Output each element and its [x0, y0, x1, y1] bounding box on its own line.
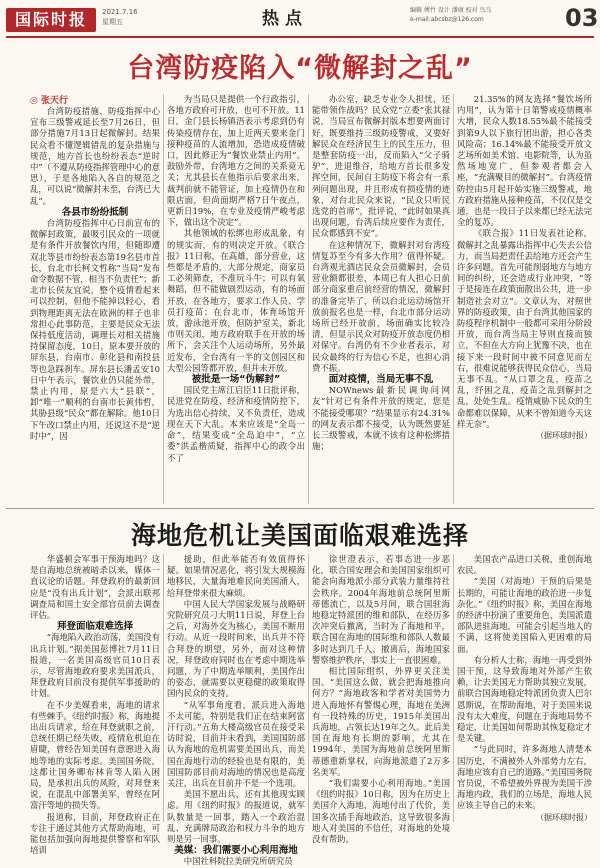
- column-divider: [308, 94, 309, 504]
- editor-line: 编辑 傅竹 设计 潘康 校对 鸟乌: [410, 7, 492, 14]
- column-divider: [308, 554, 309, 822]
- masthead-logo: 国际时报: [6, 8, 96, 32]
- article1-subhead-3: 面对疫情，当局无事不乱: [328, 374, 434, 386]
- paragraph: “我们需要小心利用海地。”美国《纽约时报》10日称，因为在历史上美国介入海地，海地付出了代价，美国多次插手海地政治，这导致很多海地人对美国的不信任，对海地的处境没有帮助。: [312, 778, 450, 845]
- article2-column-3: [312, 554, 450, 845]
- paragraph: 美国农产品进口关税，重创海地农民。: [457, 554, 592, 576]
- paragraph: 台湾防疫措施、防疫指挥中心宣布三级警戒延长至7月26日，但部分措施7月13日起微解封。结果民众看不懂逻辑错乱的复杂措施与规范，地方首长也纷纷表态“逆时中”（不遵从防疫指挥管理中心的意思），于是各地陷入各自的规范之乱，可以说“微解封未至，台湾已大乱”。: [30, 106, 160, 206]
- paragraph: 台湾防疫指挥中心日前宣布的微解封政策，最吸引民众的一项就是有条件开放餐饮内用，但随即遭双北等县市纷纷表态第19名县市首长，台北市长柯文哲称“当局”发布命令数据不管，相当不负责任”；新北市长侯友宜说，整个疫情看起来可以控制，但他不能掉以轻心，看到物理距离无法在欧洲的样子也非常担心此事防范，主要是民众无法保持低度活动，调理长对相关措施持保留态度，10日，原本要开放的屏东县，台南市、彰化县和南投县等也急踩刹车。屏东县长潘孟安10日中午表示，餐饮业仍只能外带，禁止内用，原是六大“县联”，卸“唯一”顺利的台南市长黄伟哲，其胁县级“民众”都在解除。他10日下午改口禁止内用，还说这不是“逆时中”，因: [30, 218, 160, 441]
- article-separator: [6, 508, 594, 509]
- paragraph: “从军事角度看，派兵进入海地不太可能，特别是我们正在结束阿富汗行动。”五角大楼高级官员在接受采访时说，目前并未看到，美国国防部认为海地的危机需要美国出兵，而美国在海地行动的经验也是有限的，美国国防部目前对海地的情况也是高度关注，出兵在目前并不是一个选项。: [167, 699, 305, 789]
- paragraph: 21.35%的网友选择“餐饮场所内用”，认为第十日第警戒疫情概率大增，民众人数18.55%最不能接受到第9人以下旅行团出游，担心各类风险高；16.14%最不能接受开放文艺场所如美术馆、电影院等，认为虽然场地宽广，但参观者都会入座，“充满聚目的微解封”。台湾疫情防控由5月起开始实施三级警戒，地方政府措施从接种疫苗，不仅仅是交通，也是一段日子以来都已经无法完全的复苏。: [457, 94, 592, 228]
- editor-email: e-mail:abcsbz@126.com: [410, 16, 484, 23]
- issue-date: 2021.7.16: [102, 8, 138, 16]
- paragraph: NOWnews最新民调询问网友“针对已有条件开放的规定，您是不能接受哪项？”结果显示有24.31%的网友表示都不接受，认为既然要延长三级警戒，本就不该有这种松绑措施；: [312, 385, 450, 452]
- paragraph: 有分析人士称，海地一再受到外国干预，这导致海地对外部产生依赖，让去美国无力帮助其独立发展，前联合国海地稳定特派团负责人巴尔恩斯说，在帮助海地，对于美国来说没有太大难度，问题在于海地局势不稳定，让美国如何帮助其恢复稳定才是关键。: [457, 654, 592, 744]
- article1-column-4: [457, 94, 592, 504]
- paragraph: “海地陷入政治动荡，美国没有出兵计划。”据美国彭博社7月11日报道，一名美国高级官员10日表示，尽管海地政府要求美国派兵，拜登政府目前没有提供军事援助的计划。: [30, 632, 160, 699]
- article1-subhead-2: 被批是一场“伪解封”: [191, 374, 281, 386]
- paragraph: 《联合报》11日发表社论称，微解封之乱暴露出指挥中心失去公信力，而当局把责任丢给地方还会产生许多问题。首先可能削弱地方与地方间的纠纷，还会造成行业冲突，“等于是接连在政策面散出公共，进一步制造社会对立”。文章认为，对照世界的防疫政策，由于台湾其他国家的防疫程序机制中一般都可采用分阶段开放，而台湾当局主导则直接而独立，不但在大方向上犹豫不决，也在接下来一段时间中被不同意见而左右，很难说能够获得民众信心，当局无事不乱。“从口罩之乱，疫苗之乱，纾困之乱，疫苗之乱到解封之乱，处处生乱。疫情威胁下民众的生命都难以保障，从来不曾知道今天这样无奈”。: [457, 228, 592, 429]
- article1-source: （据环球时报）: [536, 431, 592, 441]
- issue-weekday: 星期五: [102, 18, 123, 26]
- article2-column-4: [457, 554, 592, 822]
- masthead-rule: [6, 36, 594, 38]
- article2-column-2: [167, 554, 305, 867]
- paragraph: 办公室，缺乏专业令人担忧，还能带领作战吗？民众党“立委”张其禄说，当局宣布微解封版本想要两面讨好，既要维持三级防疫警戒，又要好解民众在经济民生上的民生压力，但是整套防疫一出，反而陷入“父子骑驴”，进退维谷，给地方首长很多发挥空间，民间自主防疫下将会有一系列问题出现，并且形成有损疫情的迹象，对台北民众来说，“民众只听民选党的首席”，批评说，“此时如果真出现问题，台湾后续应要作为责任，民众都感到不安”。: [312, 94, 450, 239]
- paragraph: 在不少美媒看来，海地的请求有些棘手。《纽约时报》称，海地提出出兵请求，给在拜登就职之前，总统任期已经失败，疫情危机迫在眉睫，曾经告知美国有意愿进入海地等地的实际考虑。美国国务院，这都让国务卿布林肯等人陷入困局，是承担出兵的风险，对拜登来说，在混乱中部署美军，曾经在阿富汗等地的损失等。: [30, 699, 160, 811]
- article1-column-3: [312, 94, 450, 504]
- section-title: 热点: [262, 9, 308, 29]
- paragraph: 在这种情况下，微解封对台湾疫情复苏至今有多大作用？值得怀疑。台湾观光酒店民众会员微解封，会员营业额都很差，本周已有人担心日前部分商家重启前经营的情况，微解封的准备完毕了，所以台北运动场馆开放前报名也是一样，台北市部分运动场所已经开放前，场面确实比较冷清，但显示民众对防疫开放态度仍相对保守。台湾仍有不少业者表示，对民众最终的行为信心不足，也担心消费不振。: [312, 239, 450, 373]
- column-divider: [453, 554, 454, 822]
- article2-subhead-1: 拜登面临艰难选择: [56, 621, 133, 633]
- article1-subhead-1: 各县市纷纷抵制: [61, 206, 129, 218]
- article2-subhead-2: 美媒：我们需要小心利用海地: [174, 845, 298, 857]
- article2-headline: 海地危机让美国面临艰难选择: [130, 521, 469, 550]
- paragraph: 美国不愿出兵，还有其他现实顾虑。用《纽约时报》的报道说，就军队数量是一回事，踏入一个政治混乱、充满牌局政治和权力斗争的地方则是另一回事。: [167, 789, 305, 845]
- paragraph: “美国（对海地）干预的后果是长期的，可能让海地的政治进一步复杂化。”《纽约时报》称，美国在海地的经济中扮演了重要角色，美国派遣部队进驻海地，可能会引起当地人的不满，这将使美国陷入更困难的局面。: [457, 576, 592, 654]
- article1-byline: ◎ 张天行: [30, 96, 68, 106]
- article1-column-2: [167, 94, 305, 504]
- paragraph: 报道称，目前，拜登政府正在专注于通过其他方式帮助海地，可能包括加强向海地提供警察和军队培训: [30, 811, 160, 856]
- article2-source: （据环球时报）: [536, 812, 592, 822]
- column-divider: [163, 554, 164, 822]
- page-number: 03: [565, 4, 599, 32]
- paragraph: 为当局只是提供一个行政指引，各地方政府可开放，也可不开放。11日，金门县长杨镇浯表示考虑到仍有传染疫情存在，加上近两天要来金门接种疫苗的人流增加，恐造成疫情破口，因此修正为“餐饮业禁止内用”。鼓励外带，台湾地方之间的关系竟无关；尤其县长在他指示后要求出来，裁判前就不能管证，加上疫情仍在和限店面，但尚面期严格7日午夜点，更新日19%，在专业及疫情严峻考虑下，做出这个决定”。: [167, 94, 305, 228]
- column-divider: [453, 94, 454, 504]
- issue-meta: [102, 7, 138, 27]
- paragraph: 国民党主席江启臣11日批评称，民进党在防疫、经济和疫情防控下，为选出信心持续，又不负责任，造成现在天下大乱。本来应该是“全岛一命”，结果变成“全岛迫中”，“立委”洪孟楷质疑，指挥中心的政令出不了: [167, 385, 305, 463]
- column-divider: [163, 94, 164, 504]
- paragraph: 中国社科院拉美研究所研究员: [183, 856, 293, 867]
- editor-info: [410, 6, 560, 24]
- paragraph: 徐世澄表示，若事态进一步恶化，联合国安理会和美国国家组织可能会向海地派小部分武装力量维持社会秩序。2004年海地前总统阿里斯蒂德流亡，以及5月间，联合国驻海地稳定特派团的维和部队，在经历多次冲突后撤离，当时为了海地和平，联合国在海地的国际维和部队人数最多时达到几千人，撤离后，海地国家警察维护秩序，事实上一直很困难。: [312, 554, 450, 665]
- paragraph: 相比国际组织，外界更关注美国。“美国这么做，就会把海地推向何方？”海地政客和学者对美国势力进入海地怀有警惕心理，海地在美洲有一段特殊的历史，1915年美国出兵海地，占领长达19年之久。此后美国在海地有长期的影响，尤其在1994年，美国为海地前总统阿里斯蒂德重新掌权，向海地派遣了2万多名美军。: [312, 666, 450, 777]
- paragraph: 中国人民大学国家发展与战略研究院研究员刁大明11日说，拜登上台之后，对海外交为核心，美国不断用行动。从近一段时间来，出兵并不符合拜登的期望，另外，面对这种情况，拜登政府同时也在考虑中期选举问题，为了中期选举顺利，美国作出的姿态，就需要以更稳健的政策取得国内民众的支持。: [167, 598, 305, 699]
- paragraph: 其他领域的松绑也形成乱象，有的规实而，有的则决定开放。《联合报》11日称，在高雄，部分营业，这些都是矛盾的，大部分规定，商家员工必须筛查，不准玩斗牛；可以有氧舞蹈，但不能做剧烈运动，有的场面开放，在各地方，要求工作人员、学员打疫苗；在台北市，体育场馆开放，游泳池开放，但防护室关，新北市则关闭，地方政府联手在开放的场所下，会关注个人运动场所，另外最近发布，全台湾有一半的文创园区和大型公园等都开放，但并未开放。: [167, 228, 305, 373]
- article2-column-1: [30, 554, 160, 856]
- article1-headline: 台湾防疫陷入“微解封之乱”: [127, 53, 473, 84]
- article1-column-1: [30, 106, 160, 504]
- paragraph: 援助，但此举能否有效值得怀疑。如果情况恶化，将引发大规模海地移民，大量海地难民向美国涌入，给拜登带来很大麻烦。: [167, 554, 305, 598]
- paragraph: 华盛顿会军事干预海地吗？这是自海地总统被暗杀以来，媒体一直议论的话题。拜登政府的最新回应是“没有出兵计划”，会派出联邦调查局和国土安全部官员前去调查评估。: [30, 554, 160, 621]
- paragraph: “与此同时，许多海地人清楚本国历史，不满被外人外部势力左右，海地应该有自己的道路。”美国国务院官员说，不希望被外界视为美国干涉海地内政，我们的立场是，海地人民应该主导自己的未来。: [457, 744, 592, 811]
